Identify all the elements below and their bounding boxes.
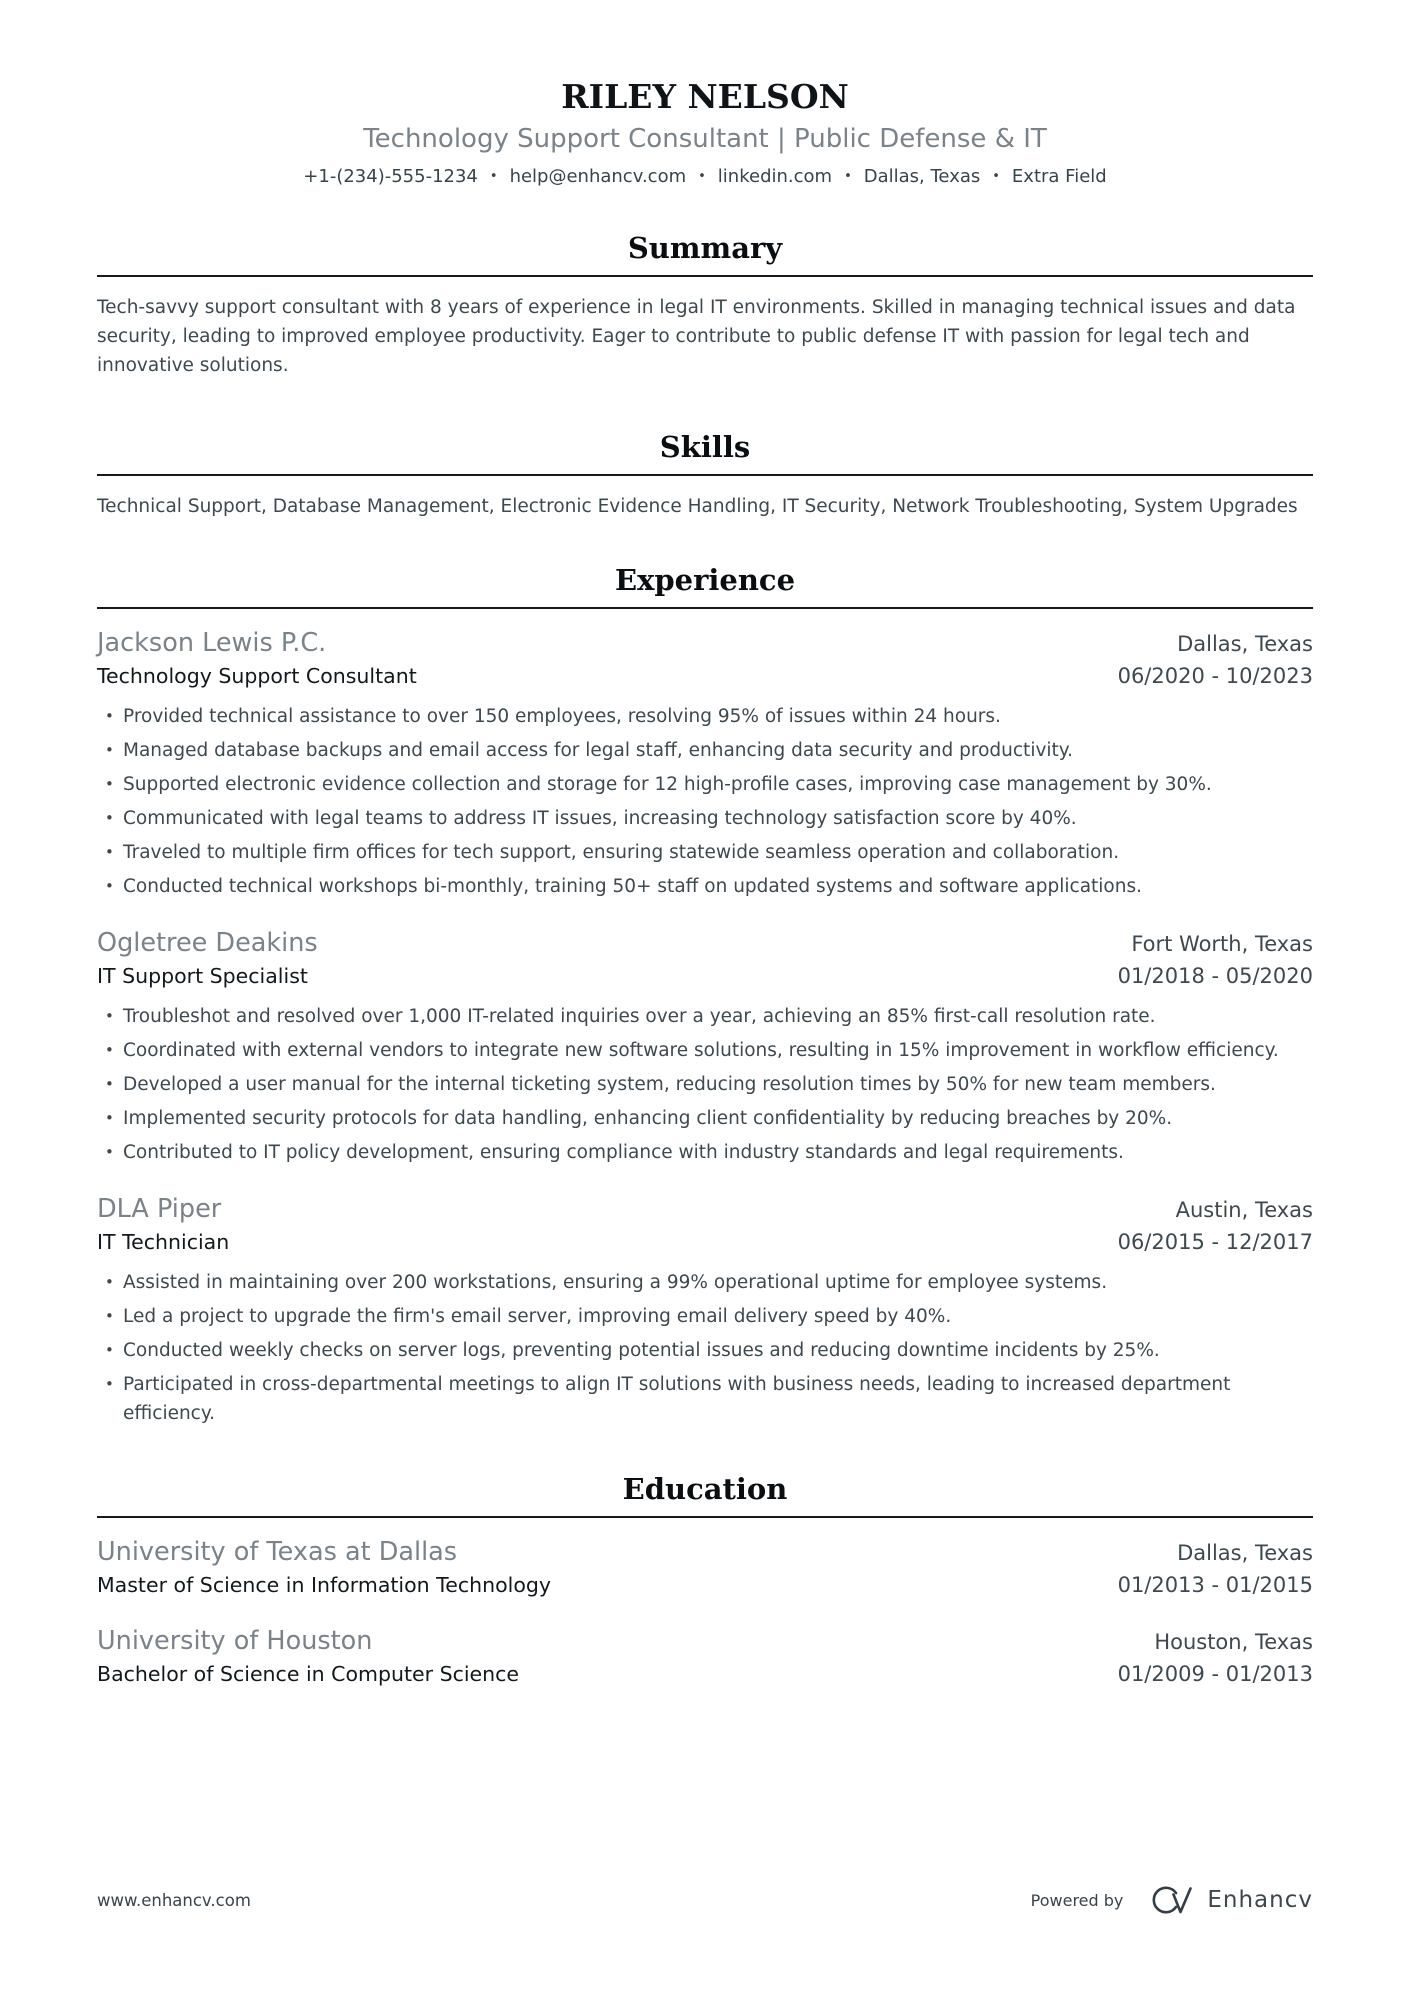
job-bullet: • Assisted in maintaining over 200 workstations, ensuring a 99% operational uptime for employee systems. bbox=[97, 1268, 1313, 1297]
powered-by bbox=[1031, 1884, 1313, 1916]
summary-heading: Summary bbox=[627, 231, 783, 265]
job-bullet: • Managed database backups and email access for legal staff, enhancing data security and productivity. bbox=[97, 736, 1313, 765]
job-bullet: • Conducted technical workshops bi-monthly, training 50+ staff on updated systems and software applications. bbox=[97, 872, 1313, 901]
job-bullet: • Led a project to upgrade the firm's email server, improving email delivery speed by 40%. bbox=[97, 1302, 1313, 1331]
contact-linkedin[interactable]: linkedin.com bbox=[717, 166, 833, 187]
experience-entry bbox=[97, 627, 1313, 901]
entry-subheader-row bbox=[97, 1572, 1313, 1599]
job-dates: 06/2015 - 12/2017 bbox=[1117, 1230, 1313, 1254]
enhancv-brand-name[interactable]: Enhancv bbox=[1207, 1887, 1313, 1913]
skills-text: Technical Support, Database Management, Electronic Evidence Handling, IT Security, Network Troubleshooting, System Upgrades bbox=[97, 496, 1298, 517]
contact-extra-field: Extra Field bbox=[1011, 166, 1107, 187]
job-location: Austin, Texas bbox=[1175, 1198, 1313, 1222]
company-name: DLA Piper bbox=[97, 1194, 222, 1224]
entry-header-row bbox=[97, 1625, 1313, 1658]
enhancv-website-link[interactable]: www.enhancv.com bbox=[97, 1890, 251, 1910]
contact-separator: • bbox=[844, 169, 852, 184]
job-bullet: • Coordinated with external vendors to integrate new software solutions, resulting in 15% improvement in workflow efficiency. bbox=[97, 1036, 1313, 1065]
degree-dates: 01/2009 - 01/2013 bbox=[1117, 1662, 1313, 1686]
education-entry bbox=[97, 1536, 1313, 1599]
company-name: Ogletree Deakins bbox=[97, 928, 318, 958]
entry-header-row bbox=[97, 1536, 1313, 1569]
job-title: IT Technician bbox=[97, 1230, 230, 1254]
contact-separator: • bbox=[992, 169, 1000, 184]
experience-heading: Experience bbox=[614, 563, 796, 597]
section-education bbox=[97, 1472, 1313, 1688]
job-bullet: • Contributed to IT policy development, ensuring compliance with industry standards and legal requirements. bbox=[97, 1138, 1313, 1167]
job-bullet: • Communicated with legal teams to address IT issues, increasing technology satisfaction score by 40%. bbox=[97, 804, 1313, 833]
school-location: Dallas, Texas bbox=[1177, 1541, 1313, 1565]
education-entry bbox=[97, 1625, 1313, 1688]
section-divider bbox=[97, 275, 1313, 277]
degree-dates: 01/2013 - 01/2015 bbox=[1117, 1573, 1313, 1597]
job-location: Dallas, Texas bbox=[1177, 632, 1313, 656]
contact-separator: • bbox=[698, 169, 706, 184]
experience-entry bbox=[97, 927, 1313, 1167]
degree-name: Master of Science in Information Technology bbox=[97, 1573, 552, 1597]
job-dates: 06/2020 - 10/2023 bbox=[1117, 664, 1313, 688]
job-title: Technology Support Consultant bbox=[97, 664, 417, 688]
job-dates: 01/2018 - 05/2020 bbox=[1117, 964, 1313, 988]
degree-name: Bachelor of Science in Computer Science bbox=[97, 1662, 520, 1686]
job-bullet: • Troubleshot and resolved over 1,000 IT-related inquiries over a year, achieving an 85% first-call resolution rate. bbox=[97, 1002, 1313, 1031]
job-title: IT Support Specialist bbox=[97, 964, 308, 988]
education-heading: Education bbox=[622, 1472, 788, 1506]
section-skills bbox=[97, 430, 1313, 521]
job-bullet: • Developed a user manual for the internal ticketing system, reducing resolution times by 50% for new team members. bbox=[97, 1070, 1313, 1099]
job-bullet: • Supported electronic evidence collection and storage for 12 high-profile cases, improving case management by 30%. bbox=[97, 770, 1313, 799]
job-bullet: • Traveled to multiple firm offices for tech support, ensuring statewide seamless operation and collaboration. bbox=[97, 838, 1313, 867]
job-bullet: • Participated in cross-departmental meetings to align IT solutions with business needs, leading to increased department efficiency. bbox=[97, 1370, 1313, 1428]
section-summary bbox=[97, 231, 1313, 380]
entry-header-row bbox=[97, 927, 1313, 960]
company-name: Jackson Lewis P.C. bbox=[97, 628, 327, 658]
entry-subheader-row bbox=[97, 1229, 1313, 1256]
school-name: University of Houston bbox=[97, 1626, 373, 1656]
job-location: Fort Worth, Texas bbox=[1131, 932, 1313, 956]
entry-header-row bbox=[97, 627, 1313, 660]
section-divider bbox=[97, 607, 1313, 609]
job-bullet-list bbox=[97, 1268, 1313, 1428]
contact-phone: +1-(234)-555-1234 bbox=[303, 166, 478, 187]
section-divider bbox=[97, 474, 1313, 476]
job-bullet-list bbox=[97, 1002, 1313, 1167]
powered-by-label: Powered by bbox=[1030, 1890, 1124, 1910]
section-experience bbox=[97, 563, 1313, 1428]
school-location: Houston, Texas bbox=[1154, 1630, 1313, 1654]
school-name: University of Texas at Dallas bbox=[97, 1537, 458, 1567]
job-bullet: • Provided technical assistance to over 150 employees, resolving 95% of issues within 24 hours. bbox=[97, 702, 1313, 731]
entry-subheader-row bbox=[97, 963, 1313, 990]
enhancv-logo-icon[interactable] bbox=[1147, 1884, 1193, 1916]
contact-separator: • bbox=[489, 169, 498, 184]
entry-header-row bbox=[97, 1193, 1313, 1226]
job-bullet: • Conducted weekly checks on server logs, preventing potential issues and reducing downtime incidents by 25%. bbox=[97, 1336, 1313, 1365]
job-bullet: • Implemented security protocols for data handling, enhancing client confidentiality by reducing breaches by 20%. bbox=[97, 1104, 1313, 1133]
page-footer bbox=[97, 1884, 1313, 1916]
contact-row bbox=[97, 165, 1313, 189]
skills-heading: Skills bbox=[659, 430, 751, 464]
experience-entry bbox=[97, 1193, 1313, 1428]
entry-subheader-row bbox=[97, 663, 1313, 690]
entry-subheader-row bbox=[97, 1661, 1313, 1688]
summary-text: Tech-savvy support consultant with 8 years of experience in legal IT environments. Skilled in managing technical issues and data security, leading to improved employee productivity. Eager to contribute to public defense IT with passion for legal tech and innovative solutions. bbox=[97, 297, 1296, 376]
section-divider bbox=[97, 1516, 1313, 1518]
resume-header bbox=[97, 0, 1313, 189]
job-bullet-list bbox=[97, 702, 1313, 901]
contact-location: Dallas, Texas bbox=[863, 166, 981, 187]
candidate-name: RILEY NELSON bbox=[561, 77, 849, 116]
contact-email[interactable]: help@enhancv.com bbox=[509, 166, 687, 187]
candidate-title: Technology Support Consultant | Public Defense & IT bbox=[363, 124, 1047, 154]
